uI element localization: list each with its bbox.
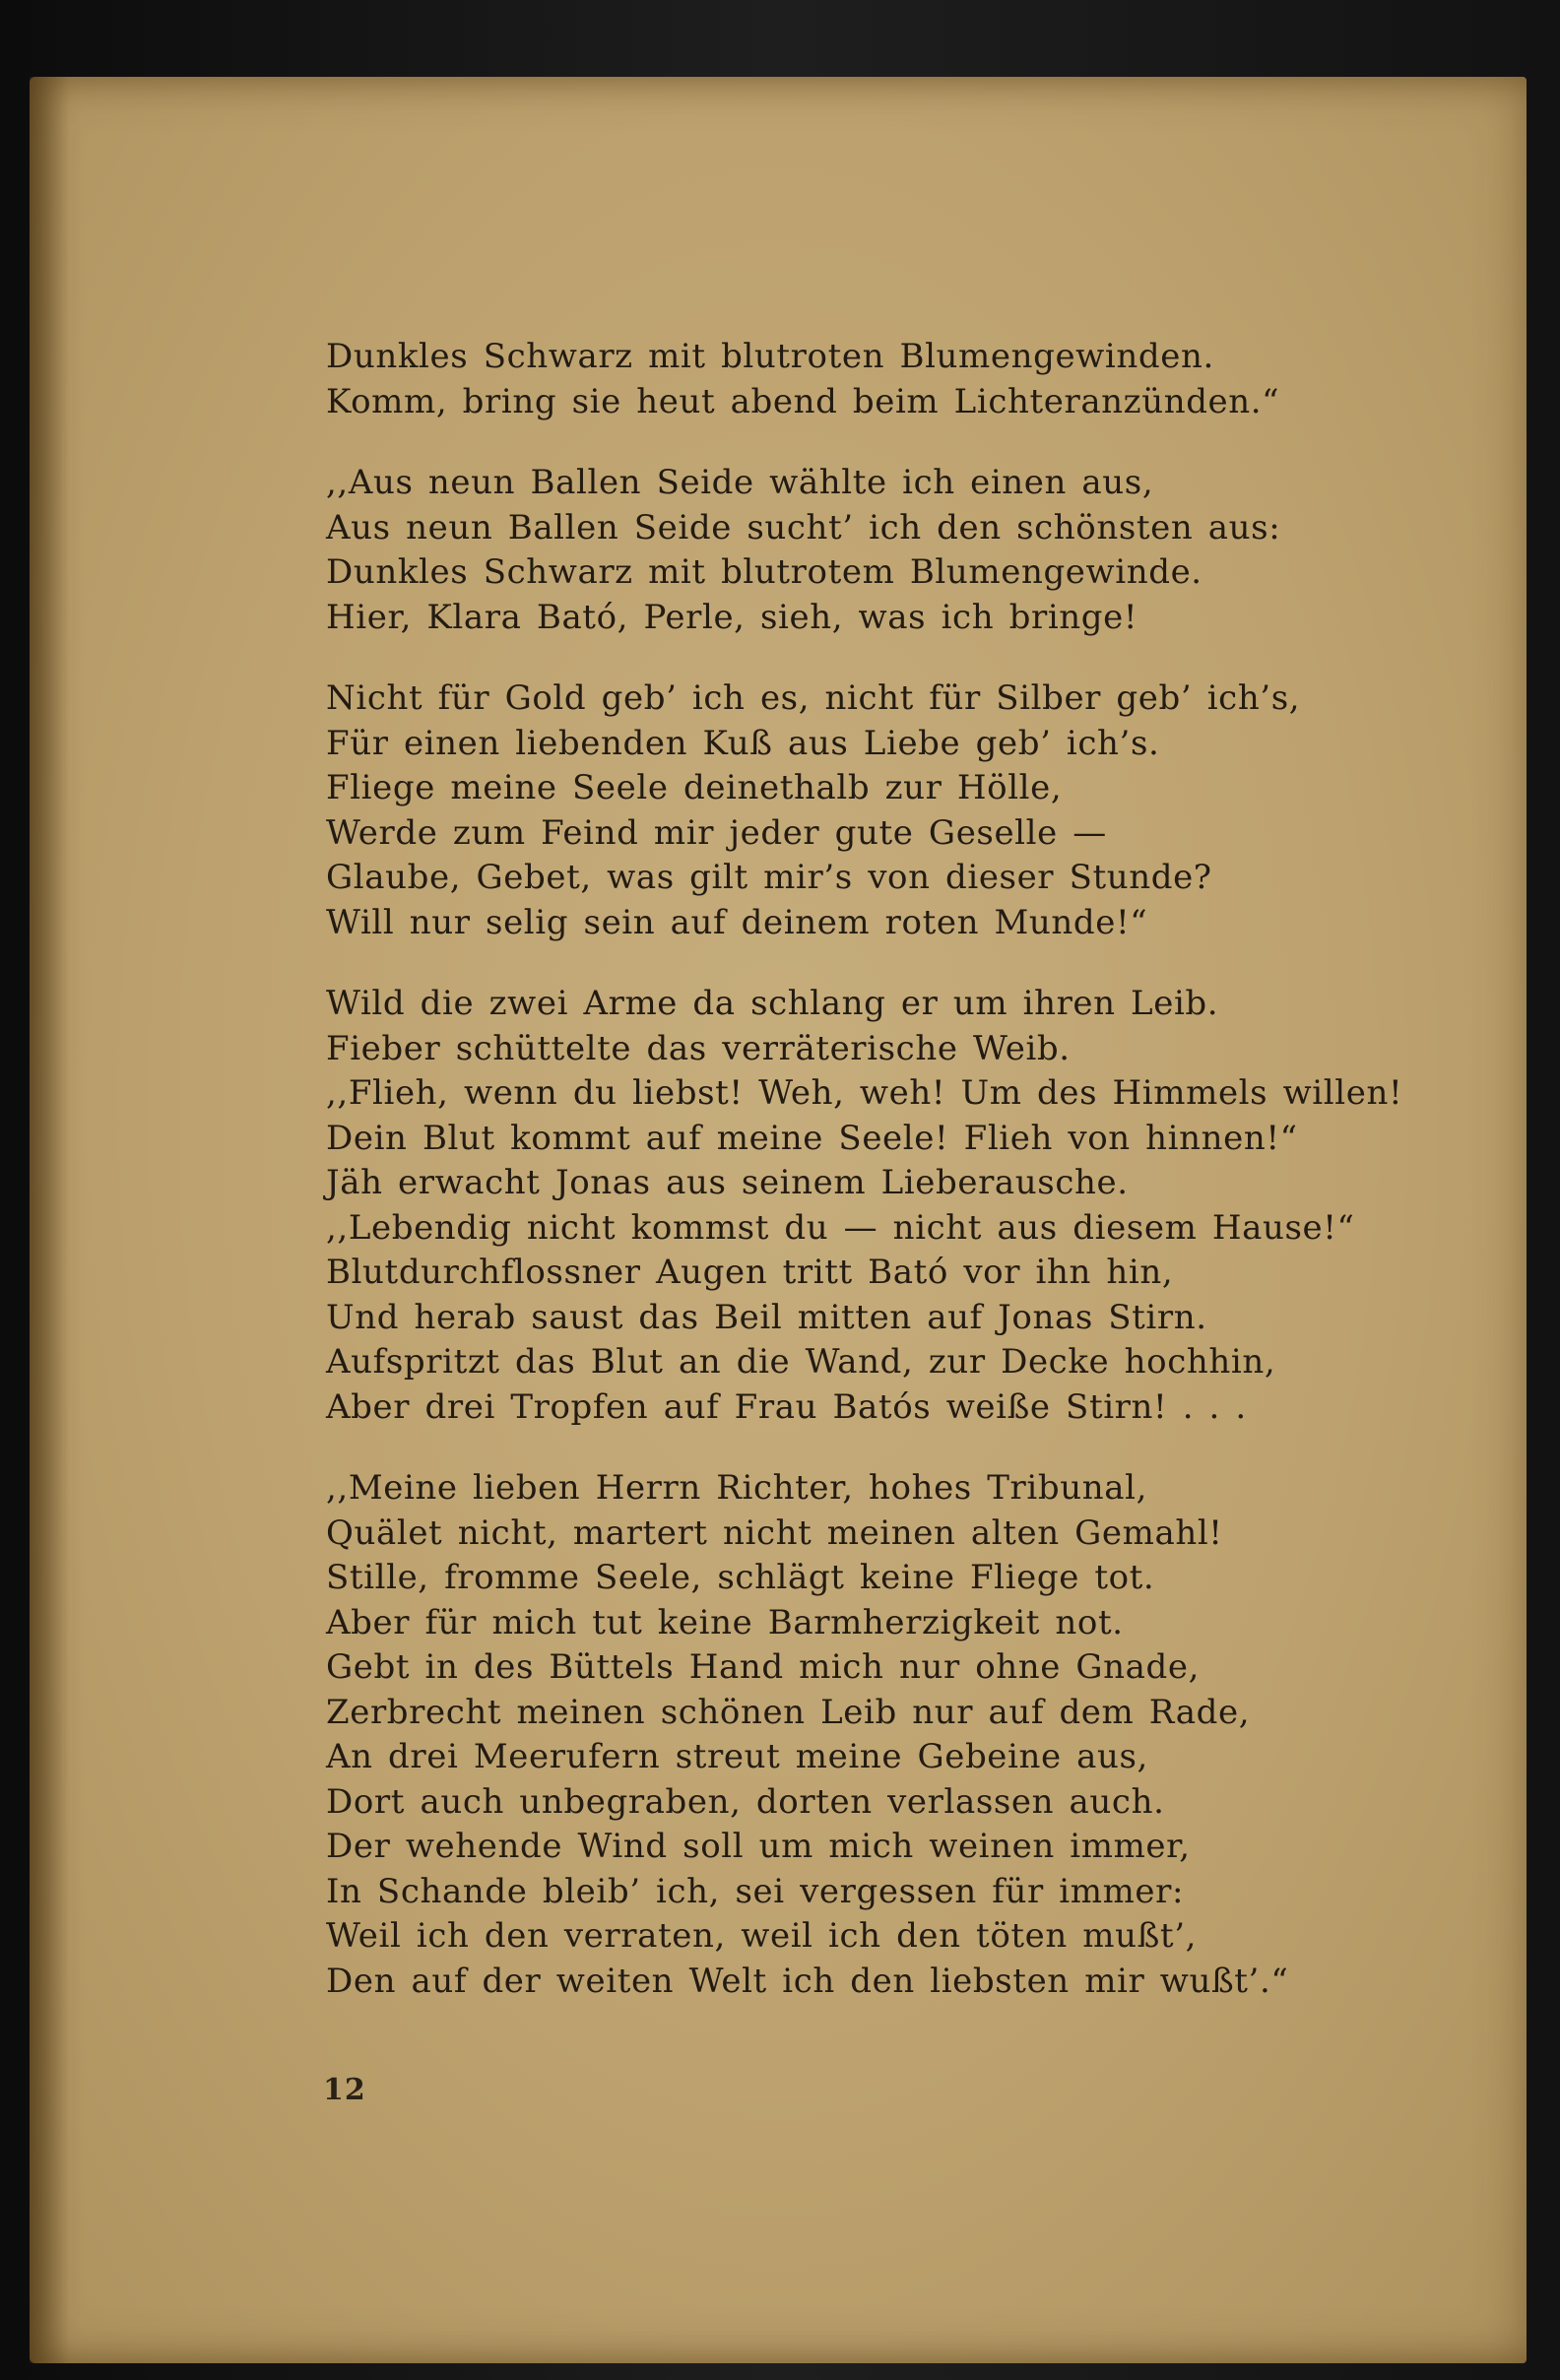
stanza: [326, 982, 1478, 1430]
spine-shadow: [30, 77, 69, 2363]
page-number: 12: [323, 2073, 366, 2107]
poem-line: Weil ich den verraten, weil ich den töten mußt’,: [326, 1916, 1198, 1956]
stanza: [326, 335, 1478, 424]
poem-line: Aufspritzt das Blut an die Wand, zur Decke hochhin,: [326, 1342, 1276, 1382]
poem-line: Will nur selig sein auf deinem roten Munde!“: [326, 902, 1148, 942]
poem-line: Fieber schüttelte das verräterische Weib.: [326, 1028, 1071, 1068]
poem-line: Gebt in des Büttels Hand mich nur ohne Gnade,: [326, 1647, 1201, 1687]
poem-line: Fliege meine Seele deinethalb zur Hölle,: [326, 768, 1063, 807]
poem-line: Aus neun Ballen Seide sucht’ ich den schönsten aus:: [326, 507, 1281, 547]
poem-line: Komm, bring sie heut abend beim Lichteranzünden.“: [326, 381, 1280, 421]
poem-line: Dunkles Schwarz mit blutroten Blumengewinden.: [326, 337, 1214, 376]
poem-line: Dunkles Schwarz mit blutrotem Blumengewinde.: [326, 552, 1202, 592]
poem-line: Wild die zwei Arme da schlang er um ihren Leib.: [326, 984, 1219, 1023]
stanza: [326, 676, 1478, 945]
poem-line: Glaube, Gebet, was gilt mir’s von dieser Stunde?: [326, 858, 1212, 897]
poem-line: Hier, Klara Bató, Perle, sieh, was ich bringe!: [326, 597, 1138, 637]
poem-line: Nicht für Gold geb’ ich es, nicht für Silber geb’ ich’s,: [326, 678, 1301, 718]
poem-line: Quälet nicht, martert nicht meinen alten Gemahl!: [326, 1512, 1223, 1553]
stanza: [326, 461, 1478, 640]
poem-line: Für einen liebenden Kuß aus Liebe geb’ ich’s.: [326, 723, 1160, 763]
poem-line: Aber für mich tut keine Barmherzigkeit not.: [326, 1602, 1124, 1642]
poem-line: Blutdurchflossner Augen tritt Bató vor ihn hin,: [326, 1253, 1174, 1292]
poem-line: An drei Meerufern streut meine Gebeine aus,: [326, 1737, 1148, 1776]
poem-line: ,,Aus neun Ballen Seide wählte ich einen aus,: [326, 463, 1154, 502]
poem-line: ,,Lebendig nicht kommst du — nicht aus diesem Hause!“: [326, 1207, 1355, 1248]
poem-line: Den auf der weiten Welt ich den liebsten mir wußt’.“: [326, 1961, 1289, 2001]
poem-line: ,,Meine lieben Herrn Richter, hohes Tribunal,: [326, 1468, 1147, 1508]
poem-line: In Schande bleib’ ich, sei vergessen für immer:: [326, 1871, 1185, 1911]
poem-line: ,,Flieh, wenn du liebst! Weh, weh! Um des Himmels willen!: [326, 1073, 1403, 1113]
poem-line: Zerbrecht meinen schönen Leib nur auf dem Rade,: [326, 1692, 1251, 1732]
stanza: [326, 1466, 1478, 2004]
poem-line: Werde zum Feind mir jeder gute Geselle —: [326, 812, 1107, 853]
poem-line: Aber drei Tropfen auf Frau Batós weiße Stirn! . . .: [326, 1386, 1247, 1427]
poem-line: Dein Blut kommt auf meine Seele! Flieh von hinnen!“: [326, 1118, 1298, 1158]
poem-line: Der wehende Wind soll um mich weinen immer,: [326, 1827, 1191, 1866]
poem-text: [326, 335, 1478, 2040]
poem-line: Stille, fromme Seele, schlägt keine Fliege tot.: [326, 1558, 1155, 1597]
poem-line: Dort auch unbegraben, dorten verlassen auch.: [326, 1781, 1165, 1822]
poem-line: Und herab saust das Beil mitten auf Jonas Stirn.: [326, 1297, 1207, 1337]
poem-line: Jäh erwacht Jonas aus seinem Lieberausche.: [326, 1163, 1129, 1202]
